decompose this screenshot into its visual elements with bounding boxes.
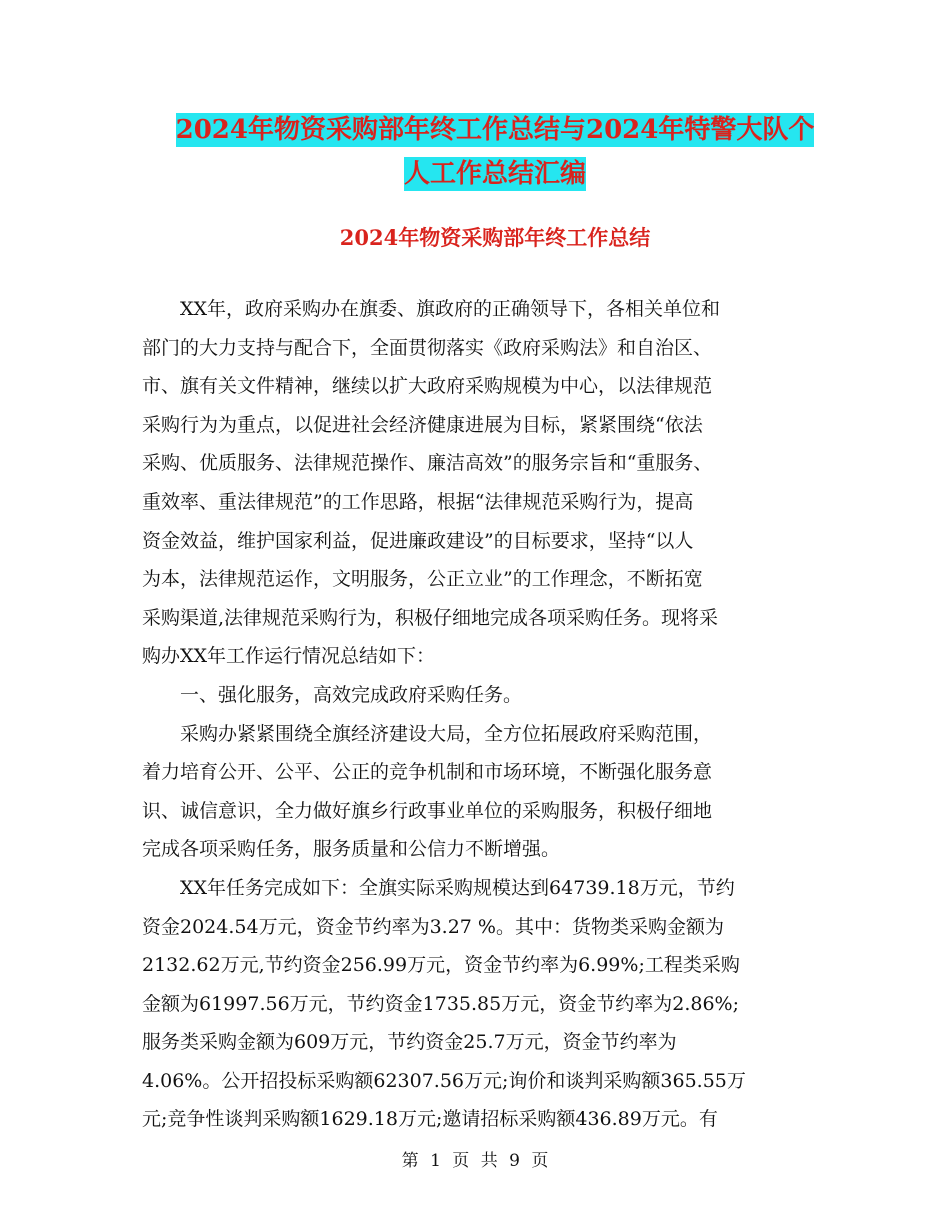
body-line: 资金效益，维护国家利益，促进廉政建设”的目标要求，坚持“以人 bbox=[142, 529, 694, 552]
body-line: 服务类采购金额为609万元，节约资金25.7万元，资金节约率为 bbox=[142, 1031, 677, 1054]
document-title-line-1 bbox=[140, 106, 850, 154]
document-body bbox=[142, 290, 812, 1139]
title-highlight: 人工作总结汇编 bbox=[403, 159, 586, 189]
body-line: 采购渠道,法律规范采购行为，积极仔细地完成各项采购任务。现将采 bbox=[142, 606, 719, 629]
body-line: 采购行为为重点，以促进社会经济健康进展为目标，紧紧围绕“依法 bbox=[142, 413, 703, 436]
body-line: 资金2024.54万元，资金节约率为3.27 %。其中：货物类采购金额为 bbox=[142, 915, 724, 938]
body-line: 元;竞争性谈判采购额1629.18万元;邀请招标采购额436.89万元。有 bbox=[142, 1108, 718, 1131]
section-title: 2024年物资采购部年终工作总结 bbox=[339, 225, 651, 250]
body-line: 采购、优质服务、法律规范操作、廉洁高效”的服务宗旨和“重服务、 bbox=[142, 452, 713, 475]
body-line: 4.06%。公开招投标采购额62307.56万元;询价和谈判采购额365.55万 bbox=[142, 1069, 746, 1092]
document-title-line-2 bbox=[140, 150, 850, 198]
body-line: 采购办紧紧围绕全旗经济建设大局，全方位拓展政府采购范围， bbox=[180, 722, 713, 745]
body-line: 部门的大力支持与配合下，全面贯彻落实《政府采购法》和自治区、 bbox=[142, 336, 713, 359]
body-line: 2132.62万元,节约资金256.99万元，资金节约率为6.99%;工程类采购 bbox=[142, 954, 740, 977]
section-heading: 一、强化服务，高效完成政府采购任务。 bbox=[180, 683, 523, 706]
title-highlight: 2024年物资采购部年终工作总结与2024年特警大队个 bbox=[175, 115, 815, 145]
body-line: 着力培育公开、公平、公正的竞争机制和市场环境，不断强化服务意 bbox=[142, 761, 713, 784]
page-footer: 第 1 页 共 9 页 bbox=[401, 1151, 549, 1171]
body-line: 重效率、重法律规范”的工作思路，根据“法律规范采购行为，提高 bbox=[142, 490, 694, 513]
body-line: 完成各项采购任务，服务质量和公信力不断增强。 bbox=[142, 838, 561, 861]
body-line: 为本，法律规范运作，文明服务，公正立业”的工作理念，不断拓宽 bbox=[142, 568, 703, 591]
body-line: 市、旗有关文件精神，继续以扩大政府采购规模为中心，以法律规范 bbox=[142, 375, 713, 398]
body-line: XX年，政府采购办在旗委、旗政府的正确领导下，各相关单位和 bbox=[180, 298, 721, 320]
body-line: 识、诚信意识，全力做好旗乡行政事业单位的采购服务，积极仔细地 bbox=[142, 799, 713, 822]
body-line: XX年任务完成如下：全旗实际采购规模达到64739.18万元，节约 bbox=[180, 876, 735, 899]
body-line: 购办XX年工作运行情况总结如下： bbox=[142, 645, 436, 668]
body-line: 金额为61997.56万元，节约资金1735.85万元，资金节约率为2.86%; bbox=[142, 992, 739, 1015]
